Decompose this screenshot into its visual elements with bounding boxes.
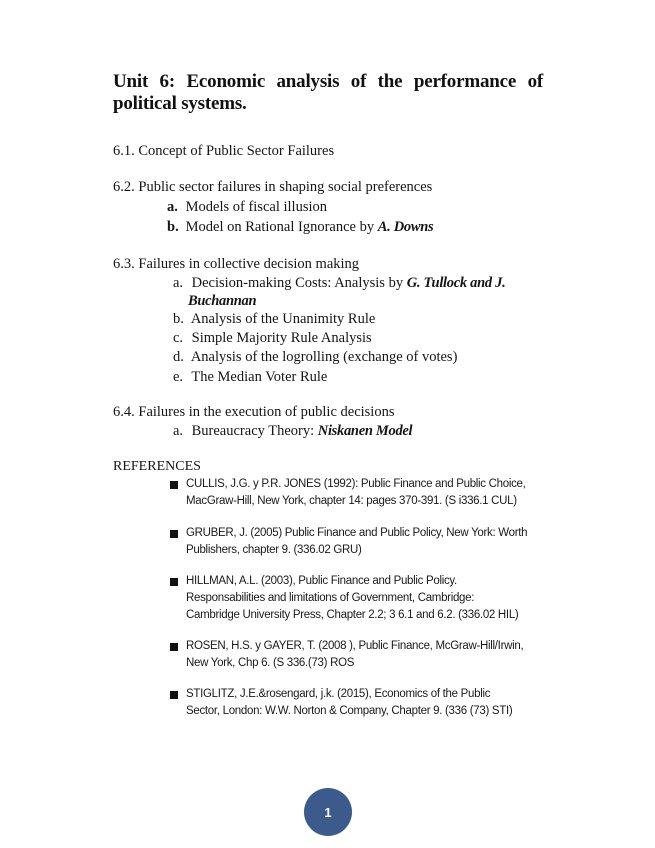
reference-line: Cambridge University Press, Chapter 2.2; 3 6.1 and 6.2. (336.02 HIL) bbox=[186, 609, 519, 621]
list-item-continuation bbox=[188, 292, 256, 310]
reference-line: CULLIS, J.G. y P.R. JONES (1992): Public Finance and Public Choice, bbox=[186, 478, 526, 490]
author-name: Niskanen Model bbox=[317, 423, 413, 439]
section-6-4: 6.4. Failures in the execution of public decisions bbox=[113, 404, 395, 420]
list-marker: d. bbox=[173, 349, 184, 365]
reference-line: New York, Chp 6. (S 336.(73) ROS bbox=[186, 657, 355, 669]
page-number-badge: 1 bbox=[304, 788, 352, 836]
bullet-icon bbox=[170, 481, 178, 489]
section-6-3: 6.3. Failures in collective decision making bbox=[113, 256, 360, 272]
list-marker: c. bbox=[173, 330, 184, 346]
references-heading: REFERENCES bbox=[113, 459, 201, 474]
reference-line: STIGLITZ, J.E.&rosengard, j.k. (2015), Economics of the Public bbox=[186, 688, 491, 700]
reference-item bbox=[170, 476, 550, 510]
reference-line: Sector, London: W.W. Norton & Company, Chapter 9. (336 (73) STI) bbox=[186, 705, 513, 717]
list-item bbox=[173, 274, 505, 292]
list-item-text: Simple Majority Rule Analysis bbox=[191, 330, 372, 346]
reference-line: HILLMAN, A.L. (2003), Public Finance and Public Policy. bbox=[186, 575, 457, 587]
bullet-icon bbox=[170, 691, 178, 699]
reference-item bbox=[170, 638, 550, 672]
list-marker: a. bbox=[167, 199, 178, 215]
author-name: A. Downs bbox=[377, 219, 434, 235]
list-item bbox=[167, 218, 433, 236]
reference-line: MacGraw-Hill, New York, chapter 14: pages 370-391. (S i336.1 CUL) bbox=[186, 495, 517, 507]
list-item bbox=[173, 422, 412, 440]
author-name: G. Tullock and J. bbox=[406, 275, 506, 291]
list-item-text: Models of fiscal illusion bbox=[185, 199, 327, 215]
reference-line: GRUBER, J. (2005) Public Finance and Public Policy, New York: Worth bbox=[186, 527, 528, 539]
reference-item bbox=[170, 686, 550, 720]
list-item-text: Decision-making Costs: Analysis by bbox=[191, 275, 407, 291]
bullet-icon bbox=[170, 643, 178, 651]
reference-item bbox=[170, 525, 550, 559]
list-item-text: Analysis of the logrolling (exchange of votes) bbox=[190, 349, 458, 365]
bullet-icon bbox=[170, 578, 178, 586]
reference-line: Responsabilities and limitations of Government, Cambridge: bbox=[186, 592, 475, 604]
list-item bbox=[173, 348, 457, 366]
list-item bbox=[173, 310, 375, 328]
bullet-icon bbox=[170, 530, 178, 538]
section-6-2: 6.2. Public sector failures in shaping social preferences bbox=[113, 179, 433, 195]
reference-line: Publishers, chapter 9. (336.02 GRU) bbox=[186, 544, 362, 556]
list-marker: e. bbox=[173, 369, 184, 385]
list-marker: b. bbox=[167, 219, 179, 235]
section-6-1: 6.1. Concept of Public Sector Failures bbox=[113, 143, 335, 159]
list-item bbox=[173, 368, 327, 386]
page-title: Unit 6: Economic analysis of the performance of political systems. bbox=[113, 71, 543, 114]
list-marker: a. bbox=[173, 423, 184, 439]
list-item bbox=[173, 329, 372, 347]
list-item-text: Model on Rational Ignorance by bbox=[185, 219, 378, 235]
list-marker: b. bbox=[173, 311, 184, 327]
list-marker: a. bbox=[173, 275, 184, 291]
reference-line: ROSEN, H.S. y GAYER, T. (2008 ), Public Finance, McGraw-Hill/Irwin, bbox=[186, 640, 524, 652]
reference-item bbox=[170, 573, 550, 624]
list-item-text: Analysis of the Unanimity Rule bbox=[190, 311, 376, 327]
list-item bbox=[167, 198, 327, 216]
list-item-text: The Median Voter Rule bbox=[191, 369, 328, 385]
author-name: Buchannan bbox=[188, 293, 257, 309]
list-item-text: Bureaucracy Theory: bbox=[191, 423, 318, 439]
